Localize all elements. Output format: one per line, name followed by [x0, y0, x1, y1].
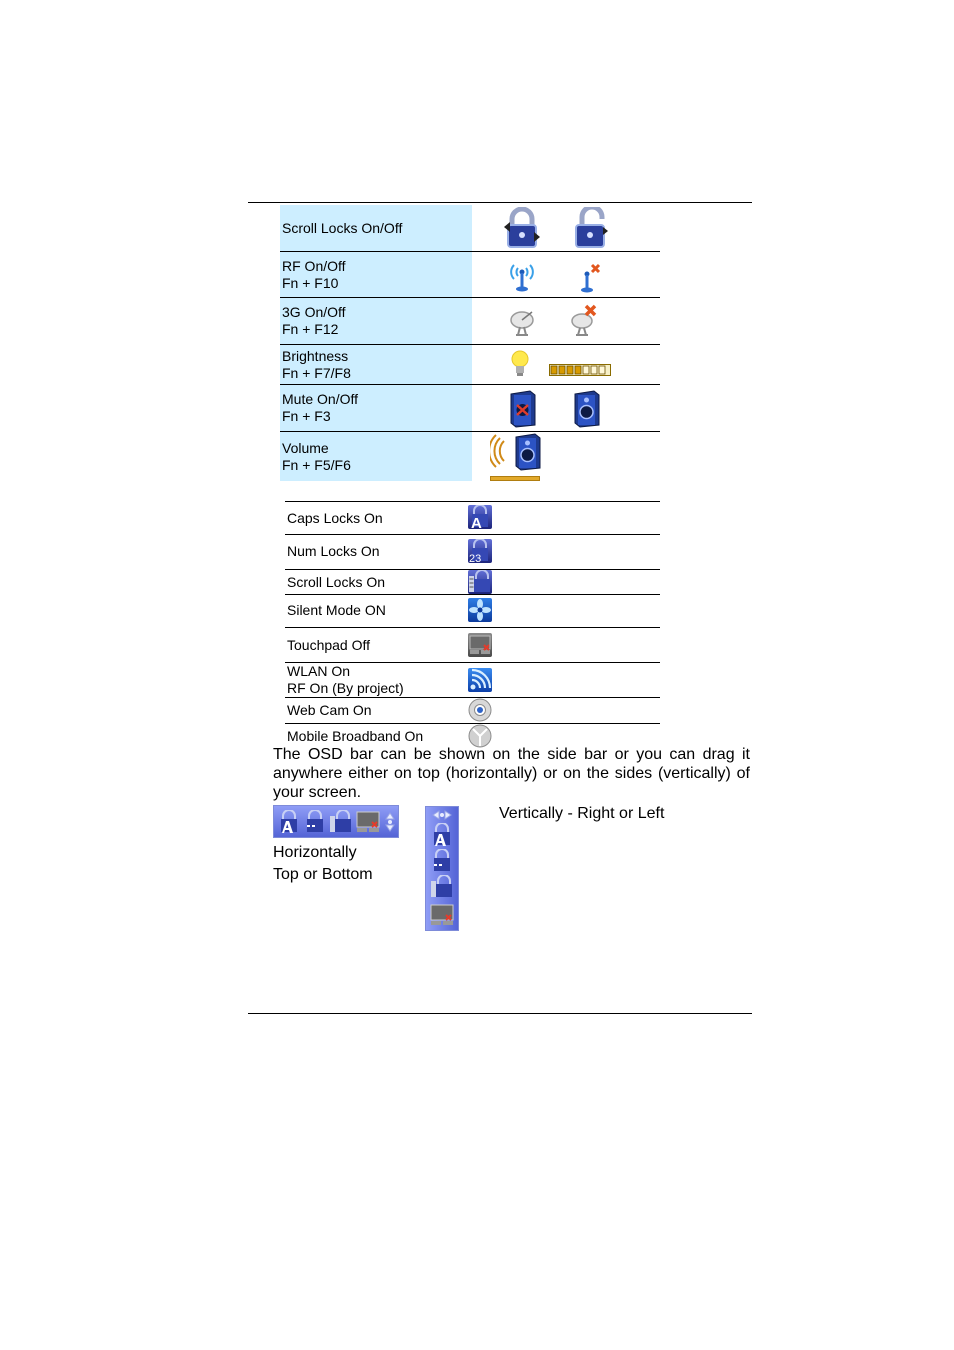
row-label-line2: Fn + F5/F6 [282, 456, 351, 473]
row-label: Caps Locks On [287, 510, 383, 526]
row-icons [472, 252, 660, 297]
vertical-label: Vertically - Right or Left [499, 805, 665, 822]
table-row-3g [280, 298, 660, 345]
webcam-icon [468, 698, 492, 722]
table-row-webcam [285, 698, 660, 724]
table-row-wlan [285, 663, 660, 698]
row-icons [472, 432, 660, 481]
row-label: Touchpad Off [287, 637, 371, 653]
row-icons [472, 385, 660, 431]
caps-lock-icon [277, 810, 301, 834]
row-label: Num Locks On [287, 543, 380, 559]
wlan-icon [468, 668, 492, 692]
row-label [280, 252, 472, 297]
table-row-volume [280, 432, 660, 481]
caps-lock-icon [430, 823, 454, 847]
table-row-scroll-lock [285, 570, 660, 595]
row-label-2: RF On (By project) [287, 680, 404, 696]
row-label-line2: Fn + F3 [282, 408, 331, 424]
hotkey-icon-table [280, 205, 660, 481]
num-lock-icon [430, 849, 454, 873]
num-lock-icon [468, 539, 492, 563]
speaker-muted-icon [508, 390, 538, 428]
row-label: Mobile Broadband On [287, 728, 424, 744]
dish-on-icon [508, 307, 538, 339]
row-label: Scroll Locks On [287, 574, 386, 590]
table-row-touchpad [285, 628, 660, 663]
fan-icon [468, 598, 492, 622]
table-row-caps-lock [285, 502, 660, 535]
horizontal-sub-label: Top or Bottom [273, 866, 373, 883]
row-icons [472, 298, 660, 344]
volume-level-bar [490, 476, 540, 481]
lock-closed-icon [500, 207, 544, 249]
scroll-lock-icon [430, 875, 454, 899]
scroll-lock-icon [468, 570, 492, 594]
osd-bar-horizontal [273, 805, 399, 838]
row-label [280, 298, 472, 344]
row-label-line1: RF On/Off [282, 257, 346, 274]
horizontal-label: Horizontally [273, 844, 357, 861]
num-lock-tile-text: 23 [469, 553, 482, 563]
table-row-num-lock [285, 535, 660, 570]
row-label-line1: 3G On/Off [282, 304, 346, 320]
orientation-toggle-icon[interactable] [430, 809, 454, 821]
touchpad-off-icon [430, 903, 454, 927]
num-lock-icon [303, 810, 327, 834]
row-label: WLAN On [287, 663, 351, 679]
dish-off-icon [568, 303, 602, 339]
row-label-line2: Fn + F7/F8 [282, 364, 351, 381]
bottom-rule [248, 1013, 752, 1014]
table-row-brightness [280, 345, 660, 385]
row-label: Web Cam On [287, 702, 372, 718]
row-label-line1: Scroll Locks On/Off [282, 219, 403, 236]
osd-description: The OSD bar can be shown on the side bar or you can drag it anywhere either on top (horizontally) or on the sides (vertically) of your screen. [273, 746, 750, 801]
lock-open-icon [570, 207, 614, 249]
antenna-off-icon [576, 262, 604, 294]
speaker-volume-icon [490, 433, 546, 471]
touchpad-off-icon [356, 810, 380, 834]
row-label-line2: Fn + F10 [282, 274, 339, 291]
row-icons [472, 345, 660, 384]
table-row-scroll-lock [280, 205, 660, 252]
orientation-toggle-icon[interactable] [384, 810, 396, 834]
touchpad-off-icon [468, 633, 492, 657]
table-row-rf [280, 252, 660, 298]
row-label [280, 345, 472, 384]
bulb-icon [510, 350, 530, 378]
row-label-line2: Fn + F12 [282, 321, 339, 337]
speaker-icon [572, 390, 602, 428]
osd-bar-vertical [425, 806, 459, 931]
caps-lock-tile-text: A [471, 515, 482, 529]
caps-lock-icon [468, 505, 492, 529]
table-row-mute [280, 385, 660, 432]
osd-indicator-table [285, 501, 660, 749]
top-rule [248, 202, 752, 203]
antenna-on-icon [508, 261, 536, 293]
row-label [280, 432, 472, 481]
row-label [280, 385, 472, 431]
table-row-silent-mode [285, 595, 660, 628]
scroll-lock-icon [329, 810, 353, 834]
row-label [280, 205, 472, 251]
row-label-line1: Volume [282, 439, 329, 456]
row-label: Silent Mode ON [287, 602, 386, 618]
brightness-level-bar [549, 364, 611, 376]
row-label-line1: Mute On/Off [282, 391, 358, 407]
row-label-line1: Brightness [282, 347, 349, 364]
row-icons [472, 205, 660, 251]
